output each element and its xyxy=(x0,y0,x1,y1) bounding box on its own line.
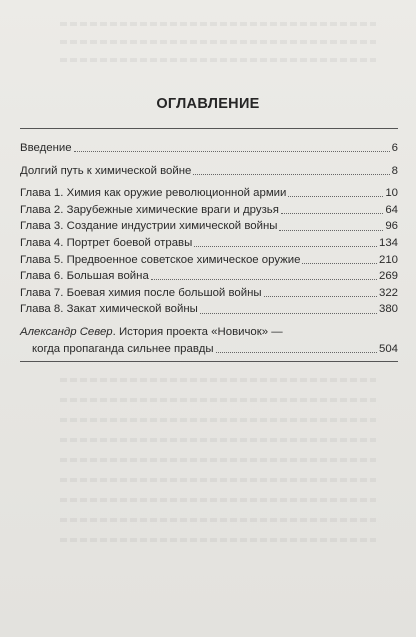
appendix-author: Александр Север xyxy=(20,325,113,338)
toc-entry-page: 210 xyxy=(378,253,398,266)
toc-entry-intro[interactable] xyxy=(20,140,398,157)
leader-dots xyxy=(302,262,377,264)
toc-entry-chapter-2[interactable] xyxy=(20,202,398,219)
bleed-through-line xyxy=(60,498,376,502)
toc-entry-chapter-6[interactable] xyxy=(20,268,398,285)
bleed-through-line xyxy=(60,22,376,26)
toc-entry-chapter-8[interactable] xyxy=(20,301,398,318)
toc-entry-chapter-7[interactable] xyxy=(20,285,398,302)
toc-entry-chapter-5[interactable] xyxy=(20,252,398,269)
appendix-title-line1: . История проекта «Новичок» — xyxy=(112,325,283,338)
toc-entry-title: Глава 8. Закат химической войны xyxy=(20,303,198,316)
bleed-through-line xyxy=(60,478,376,482)
toc-entry-chapter-3[interactable] xyxy=(20,218,398,235)
toc-entry-title: Глава 5. Предвоенное советское химическое оружие xyxy=(20,253,301,266)
toc-entry-title: Глава 2. Зарубежные химические враги и друзья xyxy=(20,203,279,216)
toc-entry-title: Глава 7. Боевая химия после большой войны xyxy=(20,286,262,299)
bleed-through-line xyxy=(60,538,376,542)
toc-entry-title: Введение xyxy=(20,142,72,154)
table-of-contents xyxy=(20,140,398,357)
leader-dots xyxy=(194,245,377,247)
toc-entry-page: 380 xyxy=(378,303,398,316)
bleed-through-line xyxy=(60,458,376,462)
appendix-title-line2: когда пропаганда сильнее правды xyxy=(32,342,214,355)
toc-entry-title: Глава 3. Создание индустрии химической войны xyxy=(20,220,278,233)
toc-entry-page: 134 xyxy=(378,236,398,249)
toc-entry-page: 96 xyxy=(385,220,398,233)
leader-dots xyxy=(151,278,377,280)
toc-entry-page: 10 xyxy=(385,187,398,200)
leader-dots xyxy=(193,173,389,175)
toc-entry-appendix-line1[interactable] xyxy=(20,324,398,341)
leader-dots xyxy=(216,351,377,353)
toc-entry-title: Глава 4. Портрет боевой отравы xyxy=(20,236,193,249)
toc-entry-page: 269 xyxy=(378,270,398,283)
bleed-through-line xyxy=(60,518,376,522)
toc-entry-page: 504 xyxy=(378,342,398,355)
leader-dots xyxy=(288,195,383,197)
toc-entry-chapter-1[interactable] xyxy=(20,185,398,202)
toc-entry-page: 64 xyxy=(385,203,398,216)
toc-entry-long-road[interactable] xyxy=(20,163,398,180)
leader-dots xyxy=(74,150,390,152)
leader-dots xyxy=(281,212,383,214)
bleed-through-line xyxy=(60,418,376,422)
bleed-through-line xyxy=(60,40,376,44)
toc-entry-title: Долгий путь к химической войне xyxy=(20,164,192,177)
bleed-through-line xyxy=(60,398,376,402)
leader-dots xyxy=(264,295,377,297)
toc-entry-page: 322 xyxy=(378,286,398,299)
toc-title: ОГЛАВЛЕНИЕ xyxy=(156,96,260,112)
toc-entry-page: 6 xyxy=(391,142,398,154)
leader-dots xyxy=(279,229,383,231)
bleed-through-line xyxy=(60,438,376,442)
bottom-rule xyxy=(20,361,398,362)
bleed-through-line xyxy=(60,378,376,382)
leader-dots xyxy=(200,312,377,314)
toc-entry-chapter-4[interactable] xyxy=(20,235,398,252)
toc-entry-appendix-line2[interactable] xyxy=(20,341,398,358)
toc-entry-title: Глава 6. Большая война xyxy=(20,270,149,283)
top-rule xyxy=(20,128,398,129)
bleed-through-line xyxy=(60,58,376,62)
toc-entry-page: 8 xyxy=(391,164,398,177)
toc-entry-title: Глава 1. Химия как оружие революционной армии xyxy=(20,187,287,200)
